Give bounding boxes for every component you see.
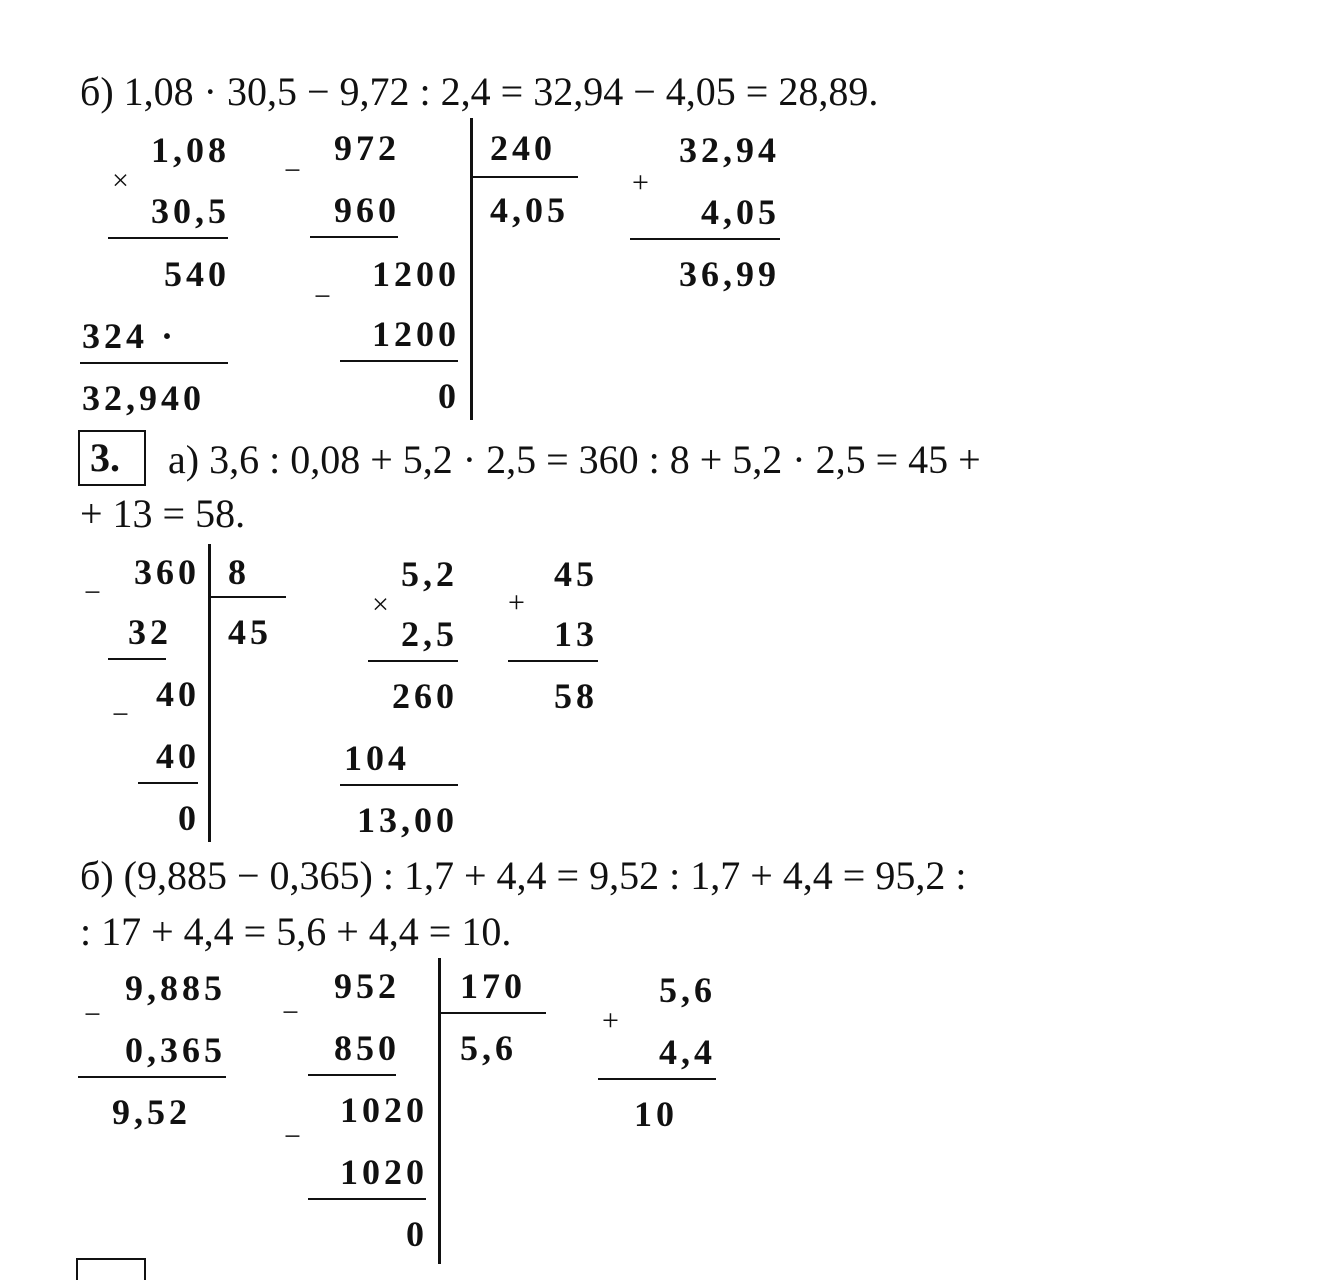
multiply-sign: ×: [112, 164, 129, 197]
sub3b-result: 9,52: [112, 1092, 191, 1132]
div3a-subtrahend-1: 32: [128, 612, 172, 652]
add3a-result: 58: [554, 676, 598, 716]
div-quotient-line: [472, 176, 578, 178]
mult-partial-1: 540: [164, 254, 230, 294]
div-line-2: [340, 360, 458, 362]
div3a-quotient-line: [210, 596, 286, 598]
div3a-line-2: [138, 782, 198, 784]
div3b-dividend: 952: [334, 966, 400, 1006]
sub3b-minuend: 9,885: [125, 968, 226, 1008]
mult3a-partial-2: 104: [344, 738, 410, 778]
mult-result: 32,940: [82, 378, 205, 418]
add3b-term-b: 4,4: [659, 1032, 716, 1072]
sub3b-line: [78, 1076, 226, 1078]
minus-sign: −: [112, 698, 129, 731]
equation-3b-line1: б) (9,885 − 0,365) : 1,7 + 4,4 = 9,52 : 1,7 + 4,4 = 95,2 :: [80, 853, 967, 898]
add-term-b: 4,05: [701, 192, 780, 232]
mult3a-factor-b: 2,5: [401, 614, 458, 654]
minus-sign: −: [84, 998, 101, 1031]
add-term-a: 32,94: [679, 130, 780, 170]
add3b-line: [598, 1078, 716, 1080]
mult3a-line-2: [340, 784, 458, 786]
div-remainder-1: 1200: [372, 254, 460, 294]
mult3a-line-1: [368, 660, 458, 662]
div3b-subtrahend-1: 850: [334, 1028, 400, 1068]
div3b-remainder-1: 1020: [340, 1090, 428, 1130]
division-bar: [470, 118, 473, 420]
mult-line-2: [80, 362, 228, 364]
sub3b-subtrahend: 0,365: [125, 1030, 226, 1070]
equation-3a-line2: + 13 = 58.: [80, 491, 246, 536]
add3a-line: [508, 660, 598, 662]
mult-partial-2: 324 ·: [82, 316, 178, 356]
mult-factor-b: 30,5: [151, 191, 230, 231]
div3b-quotient: 5,6: [460, 1028, 517, 1068]
task-number: 3.: [90, 435, 120, 480]
div3b-line-2: [308, 1198, 426, 1200]
div-line-1: [310, 236, 398, 238]
div3a-remainder-final: 0: [178, 798, 200, 838]
div3a-divisor: 8: [228, 552, 250, 592]
div3a-quotient: 45: [228, 612, 272, 652]
plus-sign: +: [632, 166, 649, 199]
next-task-box-cutoff: [76, 1258, 146, 1280]
plus-sign: +: [602, 1004, 619, 1037]
div-subtrahend-2: 1200: [372, 314, 460, 354]
add3a-term-b: 13: [554, 614, 598, 654]
add3b-result: 10: [634, 1094, 678, 1134]
div-quotient: 4,05: [490, 190, 569, 230]
add-result: 36,99: [679, 254, 780, 294]
add-line: [630, 238, 780, 240]
minus-sign: −: [282, 996, 299, 1029]
multiply-sign: ×: [372, 588, 389, 621]
div-dividend: 972: [334, 128, 400, 168]
div3b-subtrahend-2: 1020: [340, 1152, 428, 1192]
div-divisor: 240: [490, 128, 556, 168]
minus-sign: −: [284, 1120, 301, 1153]
div3b-line-1: [308, 1074, 396, 1076]
mult-factor-a: 1,08: [151, 130, 230, 170]
minus-sign: −: [84, 576, 101, 609]
division-bar: [208, 544, 211, 842]
mult-line-1: [108, 237, 228, 239]
div3a-line-1: [108, 658, 166, 660]
div3a-remainder-1: 40: [156, 674, 200, 714]
div3b-remainder-final: 0: [406, 1214, 428, 1254]
mult3a-result: 13,00: [357, 800, 458, 840]
div-remainder-final: 0: [438, 376, 460, 416]
mult3a-factor-a: 5,2: [401, 554, 458, 594]
mult3a-partial-1: 260: [392, 676, 458, 716]
add3b-term-a: 5,6: [659, 970, 716, 1010]
division-bar: [438, 958, 441, 1264]
div3a-dividend: 360: [134, 552, 200, 592]
equation-3b-line2: : 17 + 4,4 = 5,6 + 4,4 = 10.: [80, 909, 512, 954]
div3b-divisor: 170: [460, 966, 526, 1006]
div3b-quotient-line: [440, 1012, 546, 1014]
plus-sign: +: [508, 586, 525, 619]
minus-sign: −: [314, 280, 331, 313]
div-subtrahend-1: 960: [334, 190, 400, 230]
add3a-term-a: 45: [554, 554, 598, 594]
equation-3a-line1: а) 3,6 : 0,08 + 5,2 · 2,5 = 360 : 8 + 5,2 · 2,5 = 45 +: [168, 437, 981, 482]
equation-2b: б) 1,08 · 30,5 − 9,72 : 2,4 = 32,94 − 4,05 = 28,89.: [80, 69, 879, 114]
minus-sign: −: [284, 154, 301, 187]
div3a-subtrahend-2: 40: [156, 736, 200, 776]
